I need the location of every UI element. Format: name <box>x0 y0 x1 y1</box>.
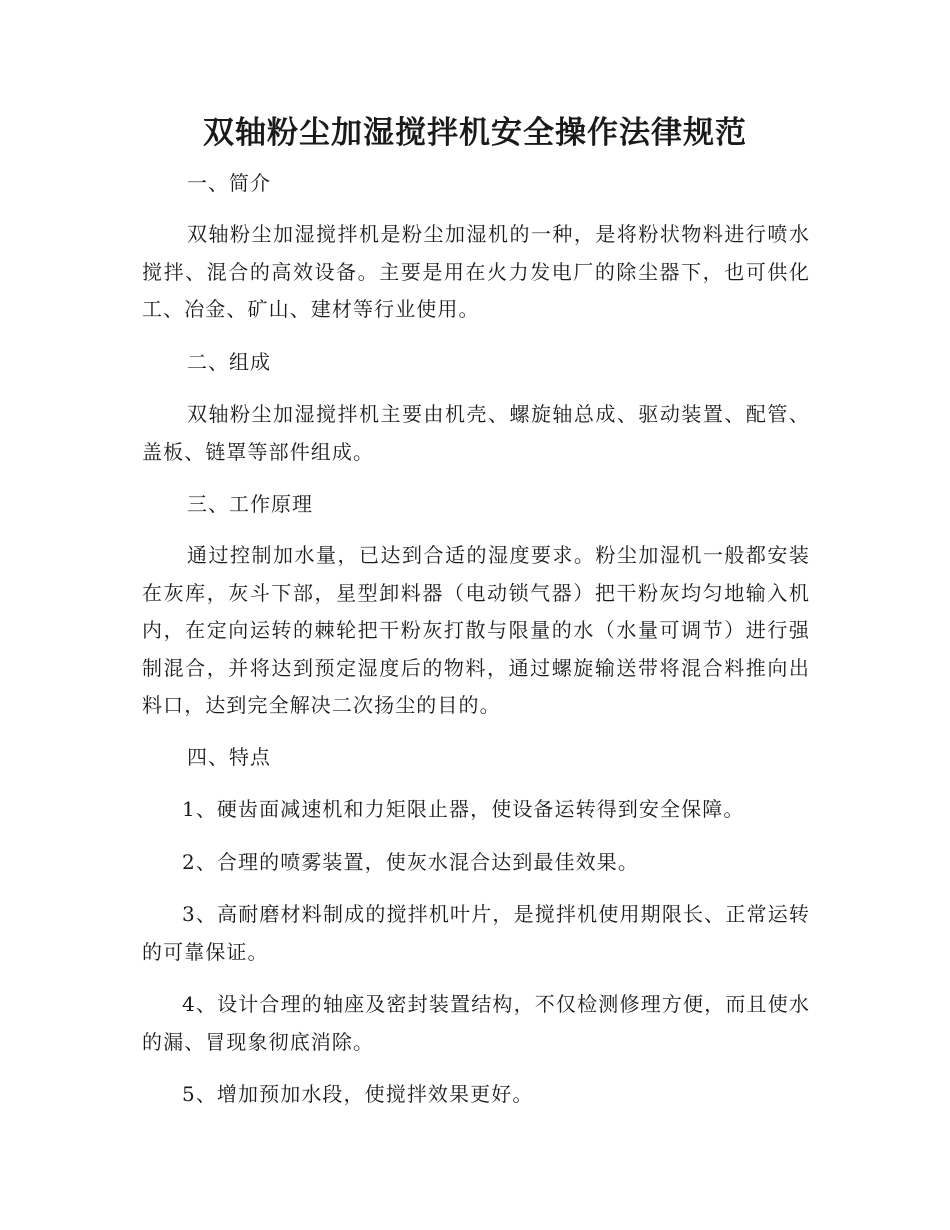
paragraph-intro: 双轴粉尘加湿搅拌机是粉尘加湿机的一种，是将粉状物料进行喷水搅拌、混合的高效设备。主要是用在火力发电厂的除尘器下，也可供化工、冶金、矿山、建材等行业使用。 <box>142 222 810 321</box>
feature-item-1: 1、硬齿面减速机和力矩限止器，使设备运转得到安全保障。 <box>182 797 745 821</box>
paragraph-principle: 通过控制加水量，已达到合适的湿度要求。粉尘加湿机一般都安装在灰库，灰斗下部，星型卸料器（电动锁气器）把干粉灰均匀地输入机内，在定向运转的棘轮把干粉灰打散与限量的水（水量可调节）进行强制混合，并将达到预定湿度后的物料，通过螺旋输送带将混合料推向出料口，达到完全解决二次扬尘的目的。 <box>142 543 810 717</box>
feature-item-2: 2、合理的喷雾装置，使灰水混合达到最佳效果。 <box>182 850 639 874</box>
paragraph-composition: 双轴粉尘加湿搅拌机主要由机壳、螺旋轴总成、驱动装置、配管、盖板、链罩等部件组成。 <box>142 402 810 464</box>
section-heading-composition: 二、组成 <box>187 350 271 374</box>
section-heading-intro: 一、简介 <box>187 171 271 195</box>
feature-item-4: 4、设计合理的轴座及密封装置结构，不仅检测修理方便，而且使水的漏、冒现象彻底消除。 <box>142 992 810 1054</box>
document-title: 双轴粉尘加湿搅拌机安全操作法律规范 <box>203 115 747 151</box>
section-heading-principle: 三、工作原理 <box>187 492 313 516</box>
feature-item-5: 5、增加预加水段，使搅拌效果更好。 <box>182 1082 534 1106</box>
feature-item-3: 3、高耐磨材料制成的搅拌机叶片，是搅拌机使用期限长、正常运转的可靠保证。 <box>142 902 810 964</box>
section-heading-features: 四、特点 <box>187 745 271 769</box>
